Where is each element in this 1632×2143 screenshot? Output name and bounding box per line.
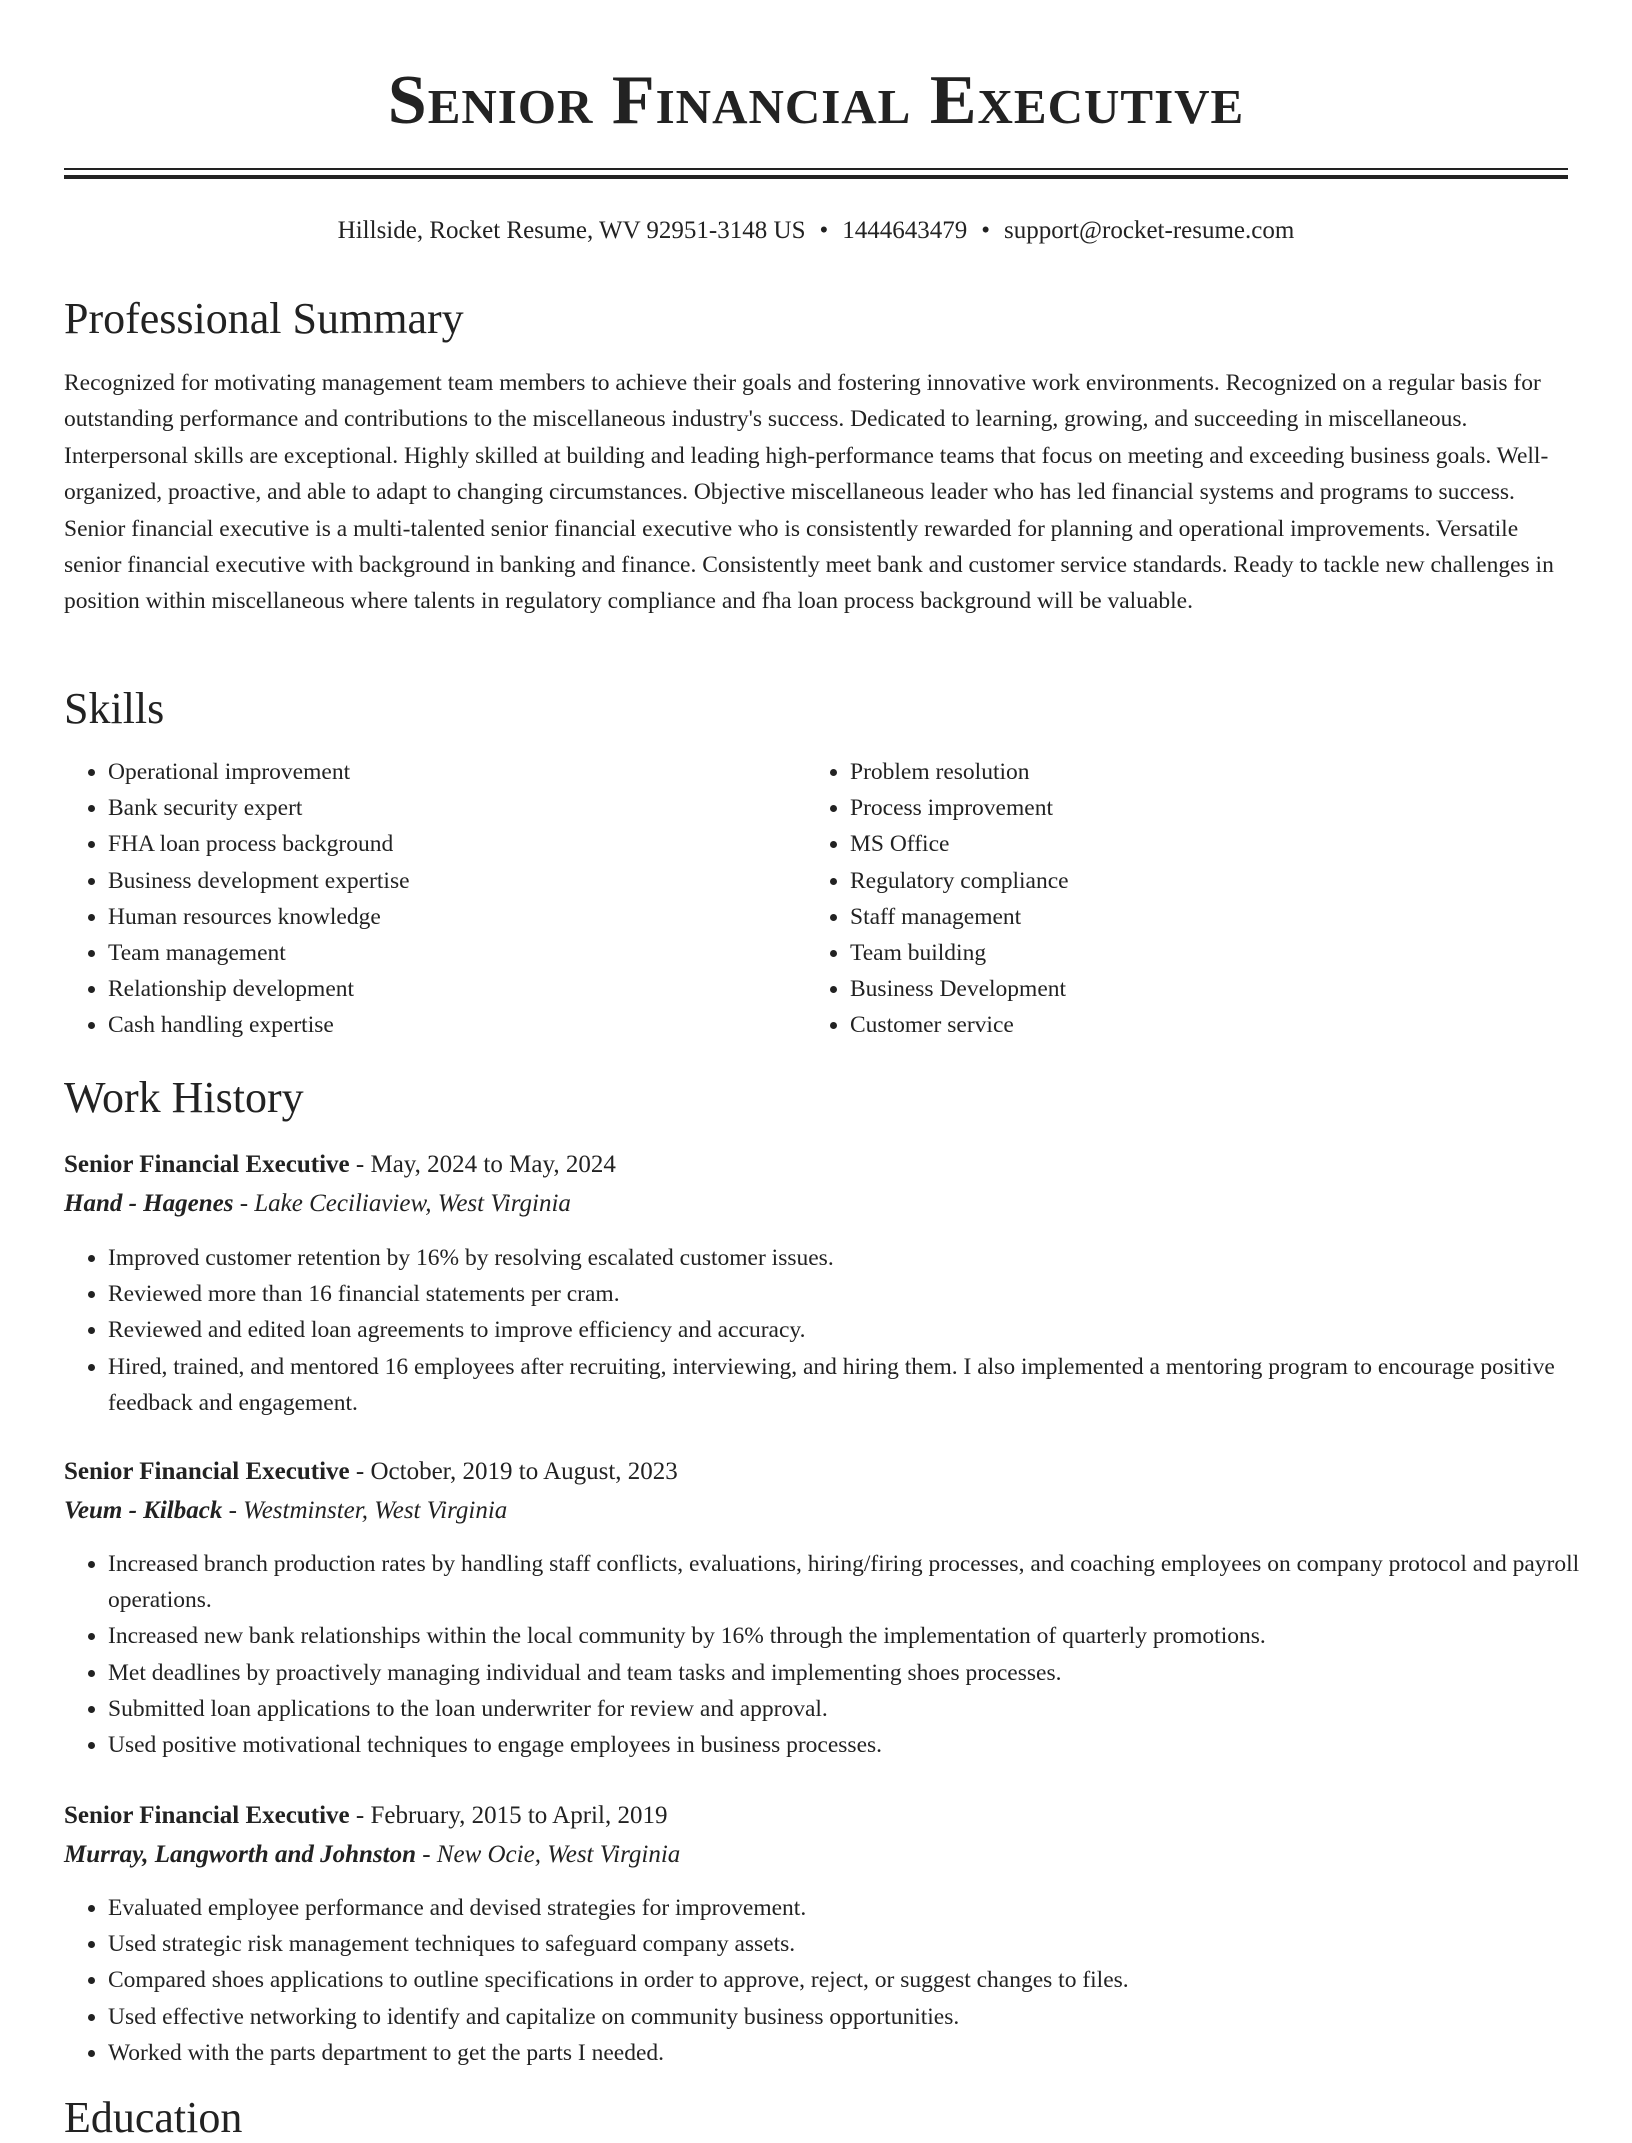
list-item: • Reviewed and edited loan agreements to improve efficiency and accuracy. (108, 1312, 1568, 1348)
job-dates: - February, 2015 to April, 2019 (349, 1802, 668, 1829)
job-company: Murray, Langworth and Johnston (64, 1841, 416, 1868)
list-item: • Submitted loan applications to the loan underwriter for review and approval. (108, 1691, 1618, 1727)
list-item: • Human resources knowledge (108, 899, 808, 935)
list-item: • Staff management (850, 899, 1550, 935)
job-company-line (64, 1838, 680, 1872)
list-item: • Evaluated employee performance and devised strategies for improvement. (108, 1890, 1618, 1926)
contact-separator: • (819, 217, 829, 244)
job-bullets (64, 1890, 1618, 2071)
job-location: - Lake Ceciliaview, West Virginia (233, 1190, 571, 1217)
contact-address: Hillside, Rocket Resume, WV 92951-3148 US (337, 217, 806, 244)
list-item: • Business development expertise (108, 863, 808, 899)
list-item: • Operational improvement (108, 754, 808, 790)
list-item: • Used effective networking to identify and capitalize on community business opportunities. (108, 1999, 1618, 2035)
list-item: • Team building (850, 935, 1550, 971)
skills-heading: Skills (64, 684, 165, 733)
skills-list-right (806, 754, 1550, 1044)
resume-name: Senior Financial Executive (387, 62, 1245, 139)
contact-phone: 1444643479 (842, 217, 968, 244)
job-title: Senior Financial Executive (64, 1802, 350, 1829)
skills-list-left (64, 754, 808, 1044)
job-title: Senior Financial Executive (64, 1151, 350, 1178)
list-item: • Process improvement (850, 790, 1550, 826)
job-company-line (64, 1187, 571, 1221)
list-item: • Relationship development (108, 971, 808, 1007)
list-item: • Worked with the parts department to get the parts I needed. (108, 2035, 1618, 2071)
list-item: • Met deadlines by proactively managing individual and team tasks and implementing shoes processes. (108, 1655, 1618, 1691)
job-company: Hand - Hagenes (64, 1190, 234, 1217)
list-item: • MS Office (850, 826, 1550, 862)
work-history-heading: Work History (64, 1073, 304, 1122)
list-item: • Team management (108, 935, 808, 971)
job-company: Veum - Kilback (64, 1497, 223, 1524)
list-item: • Increased branch production rates by handling staff conflicts, evaluations, hiring/firing processes, and coaching employees on company protocol and payroll operations. (108, 1546, 1618, 1618)
list-item: • Reviewed more than 16 financial statements per cram. (108, 1276, 1568, 1312)
job-company-line (64, 1494, 507, 1528)
contact-separator: • (981, 217, 991, 244)
contact-line (0, 214, 1632, 248)
list-item: • Increased new bank relationships within the local community by 16% through the implementation of quarterly promotions. (108, 1618, 1618, 1654)
list-item: • Used strategic risk management techniques to safeguard company assets. (108, 1926, 1618, 1962)
header-rule-thin (64, 168, 1568, 170)
list-item: • FHA loan process background (108, 826, 808, 862)
job-location: - Westminster, West Virginia (222, 1497, 508, 1524)
summary-heading: Professional Summary (64, 294, 464, 343)
list-item: • Problem resolution (850, 754, 1550, 790)
list-item: • Customer service (850, 1007, 1550, 1043)
job-title-line (64, 1455, 678, 1489)
job-dates: - October, 2019 to August, 2023 (349, 1458, 678, 1485)
list-item: • Bank security expert (108, 790, 808, 826)
list-item: • Used positive motivational techniques to engage employees in business processes. (108, 1727, 1618, 1763)
job-title: Senior Financial Executive (64, 1458, 350, 1485)
header-rule-thick (64, 175, 1568, 179)
list-item: • Cash handling expertise (108, 1007, 808, 1043)
job-location: - New Ocie, West Virginia (415, 1841, 681, 1868)
list-item: • Improved customer retention by 16% by resolving escalated customer issues. (108, 1240, 1568, 1276)
job-title-line (64, 1148, 616, 1182)
job-dates: - May, 2024 to May, 2024 (349, 1151, 616, 1178)
summary-text: Recognized for motivating management team members to achieve their goals and fostering innovative work environments. Recognized on a regular basis for outstanding performance and contributions to the miscellaneous industry's success. Dedicated to learning, growing, and succeeding in miscellaneous. Interpersonal skills are exceptional. Highly skilled at building and leading high-performance teams that focus on meeting and exceeding business goals. Well-organized, proactive, and able to adapt to changing circumstances. Objective miscellaneous leader who has led financial systems and programs to success. Senior financial executive is a multi-talented senior financial executive who is consistently rewarded for planning and operational improvements. Versatile senior financial executive with background in banking and finance. Consistently meet bank and customer service standards. Ready to tackle new challenges in position within miscellaneous where talents in regulatory compliance and fha loan process background will be valuable. (64, 370, 1554, 615)
contact-email: support@rocket-resume.com (1004, 217, 1295, 244)
job-title-line (64, 1799, 667, 1833)
list-item: • Compared shoes applications to outline specifications in order to approve, reject, or suggest changes to files. (108, 1962, 1618, 1998)
job-bullets (64, 1240, 1568, 1421)
education-heading: Education (64, 2093, 243, 2142)
job-bullets (64, 1546, 1618, 1763)
list-item: • Business Development (850, 971, 1550, 1007)
list-item: • Regulatory compliance (850, 863, 1550, 899)
list-item: • Hired, trained, and mentored 16 employees after recruiting, interviewing, and hiring them. I also implemented a mentoring program to encourage positive feedback and engagement. (108, 1349, 1568, 1421)
